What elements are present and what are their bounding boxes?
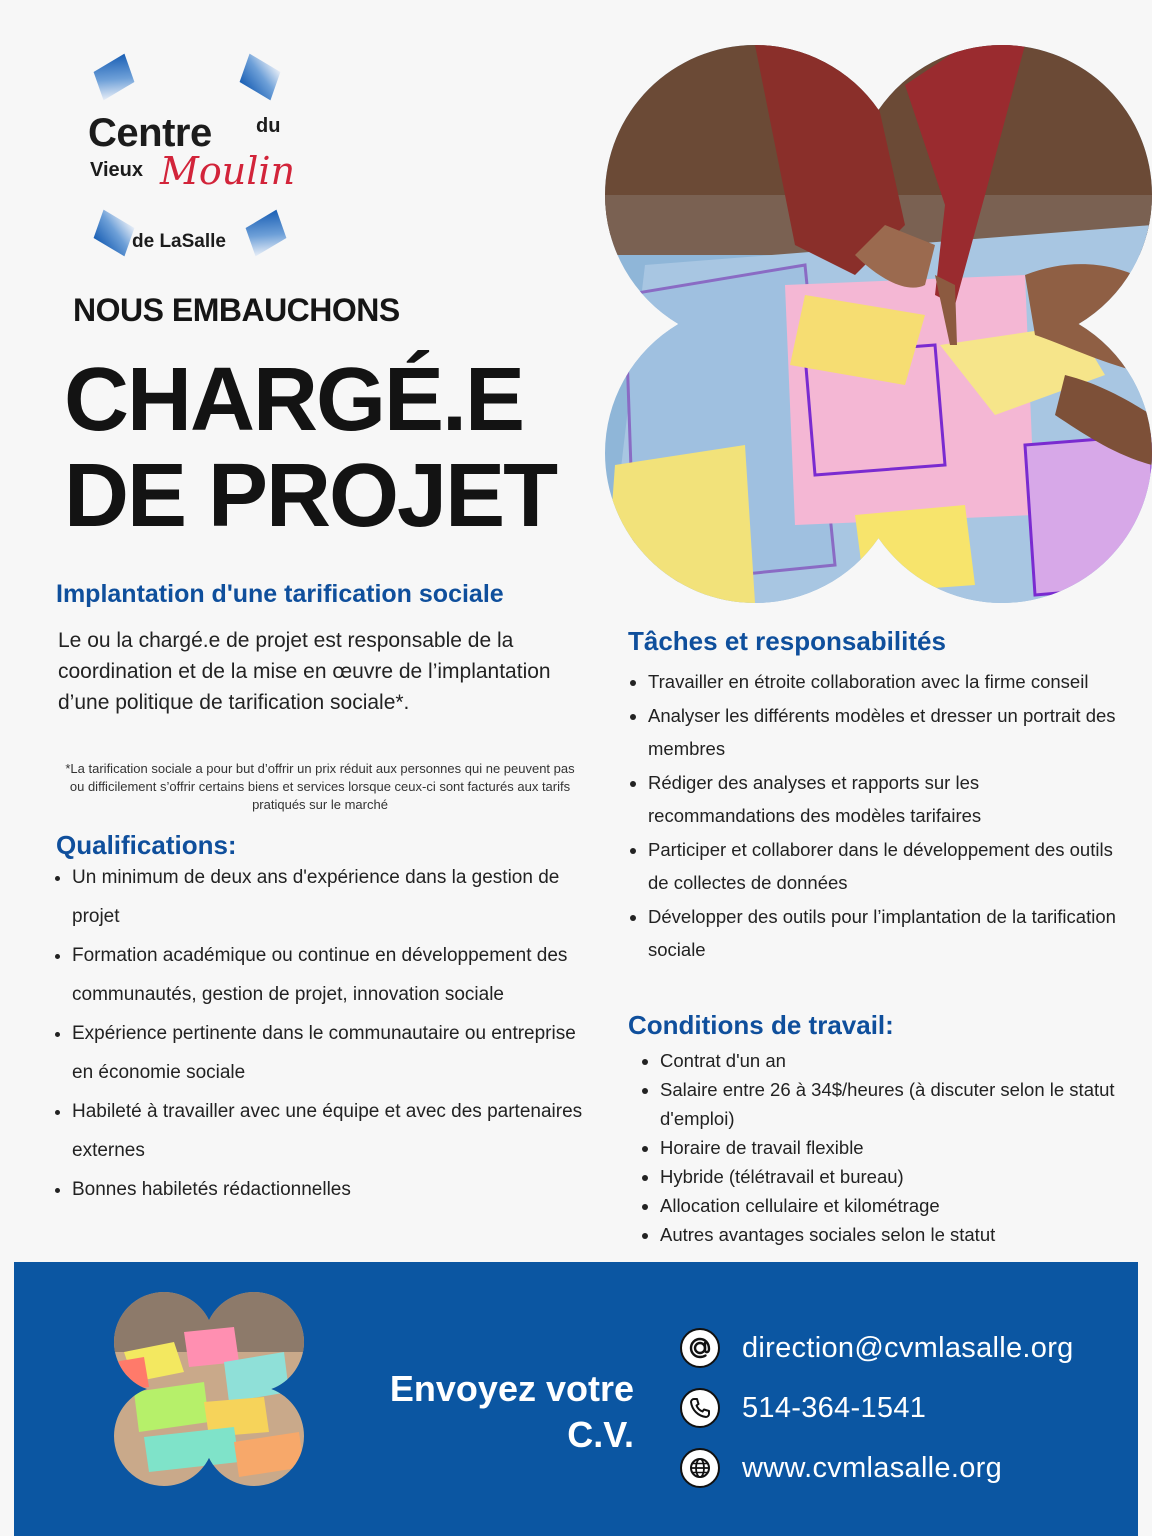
cta-line1: Envoyez votre [389,1368,634,1409]
list-item: • Participer et collaborer dans le développement des outils de collectes de données [648,833,1128,900]
qualifications-heading: Qualifications: [56,830,237,860]
list-item: • Bonnes habiletés rédactionnelles [72,1170,592,1209]
logo-du-text: du [256,115,281,137]
list-item: • Horaire de travail flexible [660,1133,1130,1162]
qualifications-list [50,858,592,1209]
contact-footer [14,1262,1138,1536]
list-item: • Un minimum de deux ans d'expérience dans la gestion de projet [72,858,592,936]
job-title [64,352,556,544]
organization-logo [88,55,298,260]
list-item: • Allocation cellulaire et kilométrage [660,1191,1130,1220]
phone-number[interactable]: 514-364-1541 [742,1391,927,1424]
list-item: • Rédiger des analyses et rapports sur les recommandations des modèles tarifaires [648,766,1128,833]
contact-website-row[interactable] [680,1446,1002,1490]
logo-lasalle-text: de LaSalle [132,231,226,252]
logo-moulin-text: Moulin [160,149,296,193]
hero-photo [605,45,1152,603]
contact-email-row[interactable] [680,1326,1074,1370]
list-item: • Salaire entre 26 à 34$/heures (à discuter selon le statut d'emploi) [660,1075,1130,1133]
footnote: *La tarification sociale a pour but d’offrir un prix réduit aux personnes qui ne peuvent pas ou difficilement s’offrir certains biens et services lorsque ceux-ci sont facturés aux tarifs pratiqués sur le marché [65,761,575,812]
list-item: • Formation académique ou continue en développement des communautés, gestion de projet, innovation sociale [72,936,592,1014]
list-item: • Expérience pertinente dans le communautaire ou entreprise en économie sociale [72,1014,592,1092]
job-title-line2: DE PROJET [64,446,557,546]
hiring-label: NOUS EMBAUCHONS [73,292,400,328]
list-item: • Développer des outils pour l’implantation de la tarification sociale [648,900,1128,967]
footer-sticky-notes-photo [114,1292,304,1486]
list-item: • Habileté à travailler avec une équipe et avec des partenaires externes [72,1092,592,1170]
logo-diamond-bottom-left [94,210,135,257]
list-item: • Travailler en étroite collaboration avec la firme conseil [648,665,1128,699]
tasks-list [628,665,1128,967]
at-icon [680,1328,720,1368]
logo-vieux-text: Vieux [90,159,143,181]
logo-diamond-bottom-right [246,210,287,257]
cta-line2: C.V. [567,1414,634,1455]
list-item: • Autres avantages sociales selon le statut [660,1220,1130,1249]
send-cv-callout [340,1366,634,1458]
tasks-heading: Tâches et responsabilités [628,626,946,656]
list-item: • Analyser les différents modèles et dresser un portrait des membres [648,699,1128,766]
conditions-heading: Conditions de travail: [628,1010,894,1040]
job-title-line1: CHARGÉ.E [64,350,524,450]
intro-paragraph: Le ou la chargé.e de projet est responsable de la coordination et de la mise en œuvre de l’implantation d’une politique de tarification sociale*. [58,629,551,714]
email-link[interactable]: direction@cvmlasalle.org [742,1331,1074,1364]
list-item: • Hybride (télétravail et bureau) [660,1162,1130,1191]
logo-diamond-top-right [240,54,281,101]
contact-phone-row[interactable] [680,1386,926,1430]
logo-diamond-top-left [94,54,135,101]
logo-centre-text: Centre [88,111,212,155]
list-item: • Contrat d'un an [660,1046,1130,1075]
globe-icon [680,1448,720,1488]
website-link[interactable]: www.cvmlasalle.org [742,1451,1003,1484]
phone-icon [680,1388,720,1428]
sub-heading: Implantation d'une tarification sociale [56,580,504,608]
conditions-list [640,1046,1130,1249]
